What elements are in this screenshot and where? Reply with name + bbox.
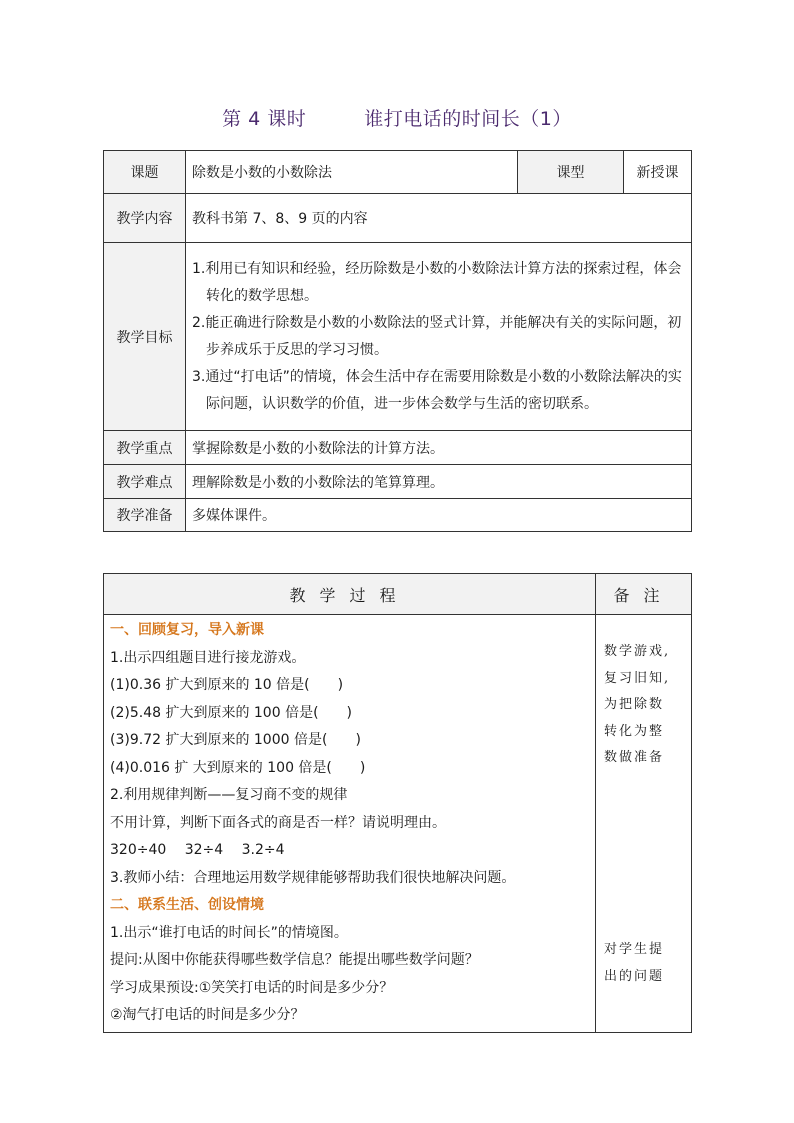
objectives-list xyxy=(186,243,692,431)
section-heading: 二、联系生活、创设情境 xyxy=(110,897,264,913)
lesson-topic: 谁打电话的时间长（1） xyxy=(364,108,572,130)
note-line: 转化为整 xyxy=(604,723,665,739)
difficulty-value: 理解除数是小数的小数除法的笔算算理。 xyxy=(186,465,692,499)
objective-item: 2.能正确进行除数是小数的小数除法的竖式计算，并能解决有关的实际问题，初步养成乐于反思的学习习惯。 xyxy=(192,314,682,358)
notes-header: 备注 xyxy=(596,574,692,615)
objective-item: 3.通过“打电话”的情境，体会生活中存在需要用除数是小数的小数除法解决的实际问题，认识数学的价值，进一步体会数学与生活的密切联系。 xyxy=(192,368,682,412)
process-line: 3.教师小结：合理地运用数学规律能够帮助我们很快地解决问题。 xyxy=(110,869,516,886)
process-content xyxy=(104,615,596,1033)
process-line: 2.利用规律判断——复习商不变的规律 xyxy=(110,787,348,803)
note-line: 复习旧知, xyxy=(604,670,671,686)
objective-item: 1.利用已有知识和经验，经历除数是小数的小数除法计算方法的探索过程，体会转化的数学思想。 xyxy=(192,260,682,304)
content-row xyxy=(104,194,692,243)
process-header: 教学过程 xyxy=(104,574,596,615)
objectives-label: 教学目标 xyxy=(104,243,186,431)
objectives-row xyxy=(104,243,692,431)
process-line: 不用计算，判断下面各式的商是否一样？请说明理由。 xyxy=(110,814,446,831)
note-student-questions xyxy=(604,937,687,990)
note-line: 出的问题 xyxy=(604,968,665,984)
page-title xyxy=(0,104,794,131)
process-line: (3)9.72 扩大到原来的 1000 倍是( ) xyxy=(110,732,361,748)
process-line: 1.出示四组题目进行接龙游戏。 xyxy=(110,649,306,666)
teaching-process-table xyxy=(103,573,692,1033)
process-header-row xyxy=(104,574,692,615)
process-line: (1)0.36 扩大到原来的 10 倍是( ) xyxy=(110,677,344,693)
topic-row xyxy=(104,151,692,194)
process-line: (4)0.016 扩 大到原来的 100 倍是( ) xyxy=(110,759,366,776)
topic-value: 除数是小数的小数除法 xyxy=(186,151,518,194)
lesson-number: 第 4 课时 xyxy=(222,108,307,130)
notes-column xyxy=(596,615,692,1033)
difficulty-row xyxy=(104,465,692,499)
section-heading: 一、回顾复习，导入新课 xyxy=(110,622,264,638)
process-line: 320÷40 32÷4 3.2÷4 xyxy=(110,842,285,858)
note-line: 数学游戏, xyxy=(604,644,671,659)
content-value: 教科书第 7、8、9 页的内容 xyxy=(186,194,692,243)
lesson-info-table xyxy=(103,150,692,532)
note-line: 数做准备 xyxy=(604,750,665,765)
note-line: 为把除数 xyxy=(604,697,665,712)
prep-value: 多媒体课件。 xyxy=(186,499,692,532)
type-label: 课型 xyxy=(518,151,624,194)
note-line: 对学生提 xyxy=(604,942,665,957)
process-line: ②淘气打电话的时间是多少分？ xyxy=(110,1007,305,1023)
key-row xyxy=(104,431,692,465)
key-value: 掌握除数是小数的小数除法的计算方法。 xyxy=(186,431,692,465)
note-game-review xyxy=(604,639,687,772)
process-line: 学习成果预设:①笑笑打电话的时间是多少分？ xyxy=(110,979,394,996)
key-label: 教学重点 xyxy=(104,431,186,465)
prep-row xyxy=(104,499,692,532)
content-label: 教学内容 xyxy=(104,194,186,243)
prep-label: 教学准备 xyxy=(104,499,186,532)
topic-label: 课题 xyxy=(104,151,186,194)
process-line: 1.出示“谁打电话的时间长”的情境图。 xyxy=(110,924,348,941)
process-line: 提问:从图中你能获得哪些数学信息？能提出哪些数学问题？ xyxy=(110,952,479,968)
difficulty-label: 教学难点 xyxy=(104,465,186,499)
type-value: 新授课 xyxy=(624,151,692,194)
process-line: (2)5.48 扩大到原来的 100 倍是( ) xyxy=(110,704,352,721)
process-body-row xyxy=(104,615,692,1033)
